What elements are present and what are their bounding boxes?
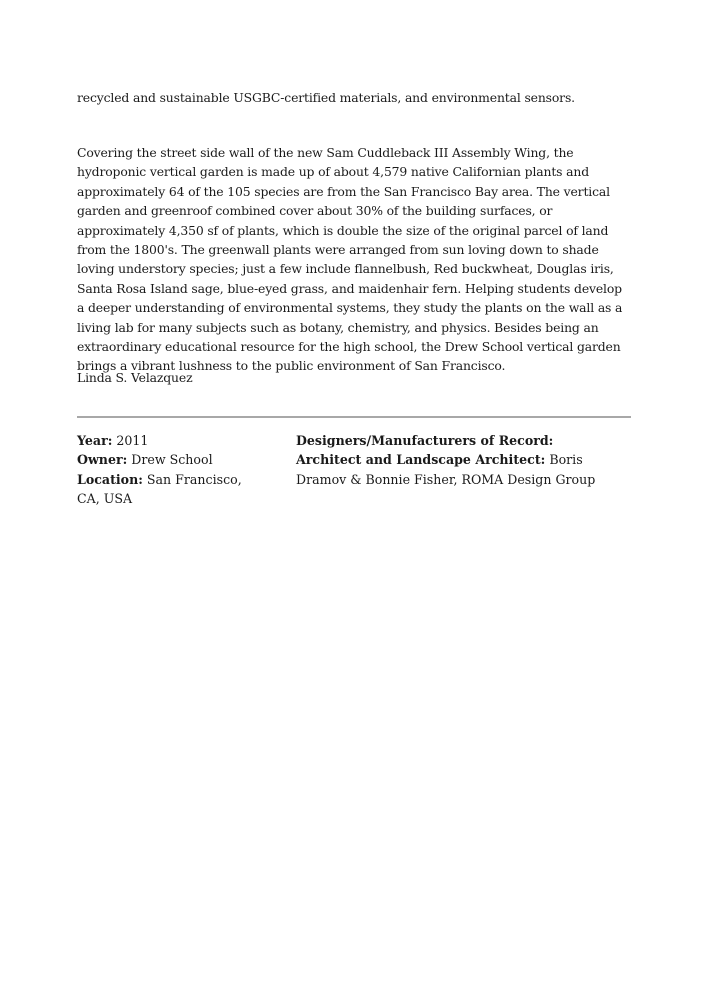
continuation-text: recycled and sustainable USGBC-certified materials, and environmental sensors. [77, 90, 575, 105]
architect-row [296, 450, 636, 489]
credits-column [296, 431, 636, 489]
location-value: San Francisco, CA, USA [77, 471, 242, 507]
architect-value: Boris Dramov & Bonnie Fisher, ROMA Design Group [296, 452, 596, 487]
project-info-column [77, 431, 267, 509]
location-label: Location: [77, 471, 143, 487]
owner-row [77, 450, 267, 469]
designers-heading: Designers/Manufacturers of Record: [296, 433, 554, 448]
owner-value: Drew School [127, 452, 213, 468]
year-label: Year: [77, 433, 113, 448]
author-signature: Linda S. Velazquez [77, 370, 193, 385]
owner-label: Owner: [77, 452, 128, 468]
section-divider [77, 416, 631, 418]
location-row [77, 470, 267, 509]
year-row [77, 431, 267, 450]
architect-label: Architect and Landscape Architect: [296, 452, 546, 468]
year-value: 2011 [112, 433, 149, 448]
description-paragraph: Covering the street side wall of the new Sam Cuddleback III Assembly Wing, the hydroponic vertical garden is made up of about 4,579 native Californian plants and approximately 64 of the 105 species are from the San Francisco Bay area. The vertical garden and greenroof combined cover about 30% of the building surfaces, or approximately 4,350 sf of plants, which is double the size of the original parcel of land from the 1800's. The greenwall plants were arranged from sun loving down to shade loving understory species; just a few include flannelbush, Red buckwheat, Douglas iris, Santa Rosa Island sage, blue-eyed grass, and maidenhair fern. Helping students develop a deeper understanding of environmental systems, they study the plants on the wall as a living lab for many subjects such as botany, chemistry, and physics. Besides being an extraordinary educational resource for the high school, the Drew School vertical garden brings a vibrant lushness to the public environment of San Francisco. [77, 145, 623, 374]
